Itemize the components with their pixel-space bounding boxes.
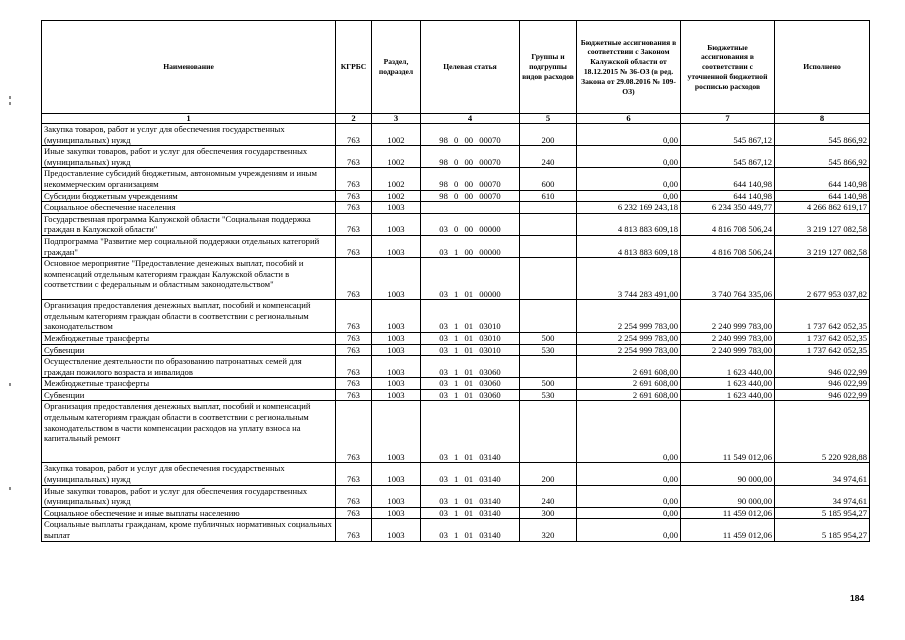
row-section: 1003 — [372, 235, 421, 257]
row-name: Социальное обеспечение населения — [42, 202, 336, 214]
row-executed-amount: 1 737 642 052,35 — [775, 344, 870, 356]
row-section: 1003 — [372, 356, 421, 378]
row-group: 530 — [520, 389, 577, 401]
row-executed-amount: 1 737 642 052,35 — [775, 300, 870, 333]
table-row — [42, 235, 870, 257]
header-row — [42, 21, 870, 114]
row-kgrbs: 763 — [336, 124, 372, 146]
table-row — [42, 202, 870, 214]
row-kgrbs: 763 — [336, 202, 372, 214]
row-kgrbs: 763 — [336, 344, 372, 356]
row-executed-amount: 946 022,99 — [775, 389, 870, 401]
table-row — [42, 332, 870, 344]
row-section: 1003 — [372, 507, 421, 519]
col-number: 7 — [681, 114, 775, 124]
row-target: 98 0 00 00070 — [421, 168, 520, 190]
row-refined-amount: 6 234 350 449,77 — [681, 202, 775, 214]
row-name: Социальные выплаты гражданам, кроме публичных нормативных социальных выплат — [42, 519, 336, 541]
row-refined-amount: 644 140,98 — [681, 168, 775, 190]
row-target: 03 1 01 03140 — [421, 401, 520, 463]
table-row — [42, 258, 870, 300]
row-section: 1003 — [372, 401, 421, 463]
row-kgrbs: 763 — [336, 356, 372, 378]
row-group — [520, 213, 577, 235]
row-section: 1003 — [372, 332, 421, 344]
table-row — [42, 463, 870, 485]
row-name: Межбюджетные трансферты — [42, 332, 336, 344]
row-target: 03 1 01 03140 — [421, 485, 520, 507]
row-section: 1002 — [372, 146, 421, 168]
row-kgrbs: 763 — [336, 190, 372, 202]
row-section: 1003 — [372, 344, 421, 356]
row-section: 1002 — [372, 190, 421, 202]
row-refined-amount: 1 623 440,00 — [681, 356, 775, 378]
col-header-section: Раздел, подраздел — [372, 21, 421, 114]
row-executed-amount: 644 140,98 — [775, 168, 870, 190]
row-executed-amount: 545 866,92 — [775, 146, 870, 168]
row-target: 03 1 01 00000 — [421, 258, 520, 300]
row-section: 1003 — [372, 519, 421, 541]
row-name: Осуществление деятельности по образованию патронатных семей для граждан пожилого возраста и инвалидов — [42, 356, 336, 378]
row-name: Субвенции — [42, 344, 336, 356]
table-row — [42, 168, 870, 190]
row-executed-amount: 545 866,92 — [775, 124, 870, 146]
col-number: 1 — [42, 114, 336, 124]
row-name: Предоставление субсидий бюджетным, автономным учреждениям и иным некоммерческим организациям — [42, 168, 336, 190]
table-row — [42, 389, 870, 401]
row-name: Организация предоставления денежных выплат, пособий и компенсаций отдельным категориям граждан области в соответствии с региональным законодательством в части компенсации расходов на уплату взноса на капитальный ремонт — [42, 401, 336, 463]
row-kgrbs: 763 — [336, 213, 372, 235]
row-name: Закупка товаров, работ и услуг для обеспечения государственных (муниципальных) нужд — [42, 124, 336, 146]
row-kgrbs: 763 — [336, 332, 372, 344]
row-law-amount: 2 254 999 783,00 — [577, 300, 681, 333]
col-header-executed: Исполнено — [775, 21, 870, 114]
row-executed-amount: 4 266 862 619,17 — [775, 202, 870, 214]
row-group: 240 — [520, 146, 577, 168]
row-refined-amount: 644 140,98 — [681, 190, 775, 202]
row-section: 1003 — [372, 213, 421, 235]
row-refined-amount: 3 740 764 335,06 — [681, 258, 775, 300]
table-row — [42, 146, 870, 168]
budget-table — [41, 20, 870, 542]
row-name: Иные закупки товаров, работ и услуг для обеспечения государственных (муниципальных) нужд — [42, 146, 336, 168]
row-executed-amount: 946 022,99 — [775, 378, 870, 390]
row-group — [520, 258, 577, 300]
row-target: 98 0 00 00070 — [421, 124, 520, 146]
row-section: 1003 — [372, 485, 421, 507]
row-refined-amount: 1 623 440,00 — [681, 389, 775, 401]
row-law-amount: 0,00 — [577, 507, 681, 519]
row-law-amount: 0,00 — [577, 463, 681, 485]
row-refined-amount: 11 549 012,06 — [681, 401, 775, 463]
row-law-amount: 2 691 608,00 — [577, 356, 681, 378]
table-row — [42, 300, 870, 333]
page-number: 184 — [850, 593, 865, 603]
row-name: Субвенции — [42, 389, 336, 401]
row-executed-amount: 3 219 127 082,58 — [775, 213, 870, 235]
col-number: 8 — [775, 114, 870, 124]
table-row — [42, 485, 870, 507]
column-number-row — [42, 114, 870, 124]
row-law-amount: 2 691 608,00 — [577, 389, 681, 401]
table-row — [42, 356, 870, 378]
row-executed-amount: 34 974,61 — [775, 463, 870, 485]
table-row — [42, 124, 870, 146]
row-refined-amount: 11 459 012,06 — [681, 519, 775, 541]
row-kgrbs: 763 — [336, 507, 372, 519]
row-target: 03 1 01 03060 — [421, 378, 520, 390]
col-number: 5 — [520, 114, 577, 124]
row-target: 03 1 01 03010 — [421, 332, 520, 344]
row-target: 03 1 00 00000 — [421, 235, 520, 257]
row-group: 500 — [520, 332, 577, 344]
row-target — [421, 202, 520, 214]
row-law-amount: 0,00 — [577, 190, 681, 202]
col-header-refined: Бюджетные ассигнования в соответствии с уточненной бюджетной росписью расходов — [681, 21, 775, 114]
row-name: Социальное обеспечение и иные выплаты населению — [42, 507, 336, 519]
table-row — [42, 507, 870, 519]
margin-mark — [9, 96, 11, 99]
row-group: 300 — [520, 507, 577, 519]
row-target: 03 1 01 03060 — [421, 356, 520, 378]
row-law-amount: 3 744 283 491,00 — [577, 258, 681, 300]
col-number: 3 — [372, 114, 421, 124]
row-executed-amount: 1 737 642 052,35 — [775, 332, 870, 344]
row-refined-amount: 1 623 440,00 — [681, 378, 775, 390]
row-executed-amount: 5 185 954,27 — [775, 519, 870, 541]
row-name: Основное мероприятие "Предоставление денежных выплат, пособий и компенсаций отдельным категориям граждан Калужской области в соответствии с федеральным и областным законодательством" — [42, 258, 336, 300]
row-executed-amount: 946 022,99 — [775, 356, 870, 378]
row-executed-amount: 34 974,61 — [775, 485, 870, 507]
row-refined-amount: 2 240 999 783,00 — [681, 300, 775, 333]
row-kgrbs: 763 — [336, 258, 372, 300]
row-section: 1003 — [372, 389, 421, 401]
row-group — [520, 401, 577, 463]
row-name: Организация предоставления денежных выплат, пособий и компенсаций отдельным категориям граждан области в соответствии с региональным законодательством — [42, 300, 336, 333]
row-kgrbs: 763 — [336, 235, 372, 257]
row-target: 03 1 01 03060 — [421, 389, 520, 401]
row-kgrbs: 763 — [336, 378, 372, 390]
row-section: 1002 — [372, 124, 421, 146]
row-kgrbs: 763 — [336, 401, 372, 463]
row-law-amount: 4 813 883 609,18 — [577, 213, 681, 235]
row-target: 98 0 00 00070 — [421, 146, 520, 168]
row-name: Подпрограмма "Развитие мер социальной поддержки отдельных категорий граждан" — [42, 235, 336, 257]
row-law-amount: 4 813 883 609,18 — [577, 235, 681, 257]
row-kgrbs: 763 — [336, 463, 372, 485]
row-refined-amount: 2 240 999 783,00 — [681, 344, 775, 356]
row-refined-amount: 4 816 708 506,24 — [681, 235, 775, 257]
row-refined-amount: 2 240 999 783,00 — [681, 332, 775, 344]
row-group — [520, 356, 577, 378]
row-group: 500 — [520, 378, 577, 390]
table-row — [42, 519, 870, 541]
row-law-amount: 0,00 — [577, 124, 681, 146]
row-section: 1003 — [372, 258, 421, 300]
row-target: 03 1 01 03140 — [421, 519, 520, 541]
row-section: 1003 — [372, 202, 421, 214]
row-law-amount: 2 254 999 783,00 — [577, 332, 681, 344]
margin-mark — [9, 383, 11, 386]
row-name: Государственная программа Калужской области "Социальная поддержка граждан в Калужской области" — [42, 213, 336, 235]
row-refined-amount: 11 459 012,06 — [681, 507, 775, 519]
row-law-amount: 0,00 — [577, 146, 681, 168]
col-header-target: Целевая статья — [421, 21, 520, 114]
row-executed-amount: 3 219 127 082,58 — [775, 235, 870, 257]
row-executed-amount: 2 677 953 037,82 — [775, 258, 870, 300]
row-refined-amount: 4 816 708 506,24 — [681, 213, 775, 235]
row-executed-amount: 644 140,98 — [775, 190, 870, 202]
col-header-name: Наименование — [42, 21, 336, 114]
margin-mark — [9, 487, 11, 490]
row-group — [520, 300, 577, 333]
row-name: Межбюджетные трансферты — [42, 378, 336, 390]
row-law-amount: 0,00 — [577, 401, 681, 463]
row-target: 98 0 00 00070 — [421, 190, 520, 202]
margin-mark — [9, 102, 11, 105]
row-kgrbs: 763 — [336, 300, 372, 333]
row-law-amount: 0,00 — [577, 519, 681, 541]
row-executed-amount: 5 185 954,27 — [775, 507, 870, 519]
table-row — [42, 401, 870, 463]
table-row — [42, 190, 870, 202]
col-number: 2 — [336, 114, 372, 124]
row-target: 03 1 01 03010 — [421, 300, 520, 333]
row-group: 600 — [520, 168, 577, 190]
col-number: 6 — [577, 114, 681, 124]
row-name: Закупка товаров, работ и услуг для обеспечения государственных (муниципальных) нужд — [42, 463, 336, 485]
table-body — [42, 124, 870, 542]
table-row — [42, 213, 870, 235]
row-section: 1002 — [372, 168, 421, 190]
row-refined-amount: 545 867,12 — [681, 124, 775, 146]
table-row — [42, 378, 870, 390]
col-number: 4 — [421, 114, 520, 124]
row-target: 03 1 01 03010 — [421, 344, 520, 356]
row-law-amount: 2 254 999 783,00 — [577, 344, 681, 356]
row-law-amount: 2 691 608,00 — [577, 378, 681, 390]
row-section: 1003 — [372, 300, 421, 333]
row-refined-amount: 90 000,00 — [681, 463, 775, 485]
row-law-amount: 0,00 — [577, 485, 681, 507]
col-header-groups: Группы и подгруппы видов расходов — [520, 21, 577, 114]
table-row — [42, 344, 870, 356]
row-refined-amount: 90 000,00 — [681, 485, 775, 507]
row-executed-amount: 5 220 928,88 — [775, 401, 870, 463]
row-kgrbs: 763 — [336, 389, 372, 401]
col-header-kgrbs: КГРБС — [336, 21, 372, 114]
row-group: 240 — [520, 485, 577, 507]
row-section: 1003 — [372, 463, 421, 485]
row-name: Субсидии бюджетным учреждениям — [42, 190, 336, 202]
row-group: 200 — [520, 124, 577, 146]
row-group — [520, 202, 577, 214]
row-target: 03 1 01 03140 — [421, 507, 520, 519]
row-law-amount: 0,00 — [577, 168, 681, 190]
row-section: 1003 — [372, 378, 421, 390]
row-refined-amount: 545 867,12 — [681, 146, 775, 168]
row-kgrbs: 763 — [336, 519, 372, 541]
row-group: 610 — [520, 190, 577, 202]
row-kgrbs: 763 — [336, 168, 372, 190]
col-header-law: Бюджетные ассигнования в соответствии с Законом Калужской области от 18.12.2015 № 36-ОЗ (в ред. Закона от 29.08.2016 № 109-ОЗ) — [577, 21, 681, 114]
row-group — [520, 235, 577, 257]
row-name: Иные закупки товаров, работ и услуг для обеспечения государственных (муниципальных) нужд — [42, 485, 336, 507]
row-kgrbs: 763 — [336, 146, 372, 168]
row-target: 03 0 00 00000 — [421, 213, 520, 235]
row-kgrbs: 763 — [336, 485, 372, 507]
row-target: 03 1 01 03140 — [421, 463, 520, 485]
row-group: 320 — [520, 519, 577, 541]
row-group: 530 — [520, 344, 577, 356]
row-law-amount: 6 232 169 243,18 — [577, 202, 681, 214]
row-group: 200 — [520, 463, 577, 485]
